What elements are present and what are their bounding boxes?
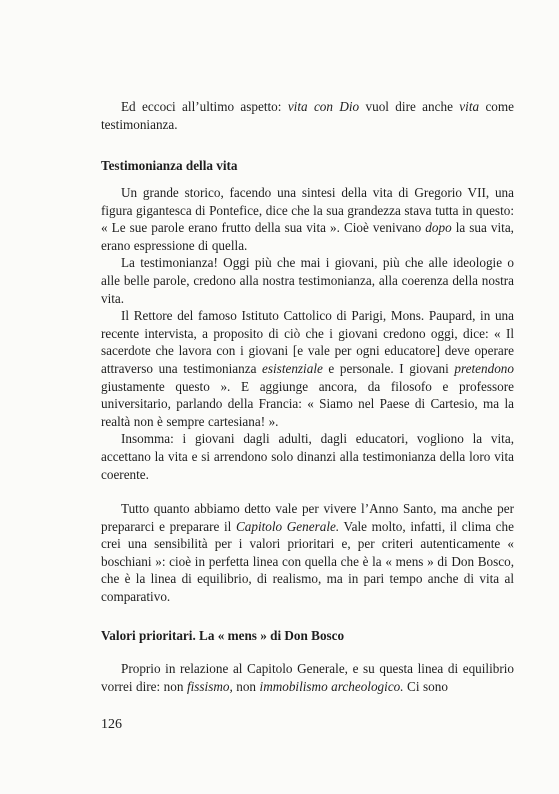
text-run: Tutto quanto abbiamo detto vale per vivere l’Anno Santo, ma anche per prepararci e preparare il — [101, 501, 514, 534]
text-run: la sua vita, erano espressione di quella. — [101, 220, 514, 253]
section-heading-testimony — [101, 157, 514, 174]
italic-text: esistenziale — [262, 360, 323, 376]
italic-text: Capitolo Generale. — [235, 518, 340, 534]
heading-text: Valori prioritari. La « mens » di Don Bosco — [101, 628, 345, 643]
italic-text: immobilismo archeologico. — [259, 678, 404, 694]
text-run: Insomma: i giovani dagli adulti, dagli educatori, vogliono la vita, accettano la vita e si arrendono solo dinanzi alla testimonianza della loro vita coerente. — [101, 431, 514, 482]
page-number: 126 — [101, 717, 122, 732]
paragraph — [101, 254, 514, 307]
text-run: Il Rettore del famoso Istituto Cattolico di Parigi, Mons. Paupard, in una recente intervista, a proposito di ciò che i giovani credono oggi, dice: « Il sacerdote che lavora con i giovani [e vale per ogni educatore] deve operare attraverso una testimonianza — [101, 308, 514, 376]
text-run: vuol dire anche — [359, 99, 460, 114]
paragraph — [101, 500, 514, 606]
paragraph — [101, 430, 514, 483]
heading-text: Testimonianza della vita — [101, 158, 238, 173]
paragraph — [101, 184, 514, 254]
intro-block — [101, 98, 514, 133]
intro-paragraph — [101, 98, 514, 133]
text-run: non — [232, 678, 260, 694]
italic-text: vita con Dio — [287, 99, 360, 114]
text-run: Proprio in relazione al Capitolo Generale, e su questa linea di equilibrio vorrei dire: non — [101, 661, 514, 694]
text-run: come testimonianza. — [101, 99, 514, 132]
italic-text: fissismo, — [186, 678, 233, 694]
text-run: Ed eccoci all’ultimo aspetto: — [121, 99, 288, 114]
section-priority-values-body — [101, 660, 514, 695]
section-testimony-body — [101, 184, 514, 483]
italic-text: pretendono — [454, 360, 514, 376]
text-run: Un grande storico, facendo una sintesi della vita di Gregorio VII, una figura gigantesca di Pontefice, dice che la sua grandezza stava tutta in questo: « Le sue parole erano frutto della sua vita ». Cioè venivano — [101, 185, 514, 236]
italic-text: dopo — [425, 220, 452, 236]
paragraph — [101, 660, 514, 695]
text-run: Ci sono — [403, 678, 448, 694]
section-holy-year-body — [101, 500, 514, 606]
text-run: La testimonianza! Oggi più che mai i giovani, più che alle ideologie o alle belle parole, credono alla nostra testimonianza, alla coerenza della nostra vita. — [101, 255, 514, 306]
section-heading-priority-values — [101, 627, 514, 644]
text-run: e personale. I giovani — [322, 360, 455, 376]
text-run: giustamente questo ». E aggiunge ancora, da filosofo e professore universitario, parlando della Francia: « Siamo nel Paese di Cartesio, ma la realtà non è sempre cartesiana! ». — [101, 378, 514, 429]
italic-text: vita — [459, 99, 480, 114]
text-run: Vale molto, infatti, il clima che crei una sensibilità per i valori prioritari e, per criteri autenticamente « boschiani »: cioè in perfetta linea con quella che è la « mens » di Don Bosco, che è la linea di equilibrio, di realismo, ma in pari tempo anche di vita al comparativo. — [101, 518, 514, 604]
paragraph — [101, 307, 514, 430]
